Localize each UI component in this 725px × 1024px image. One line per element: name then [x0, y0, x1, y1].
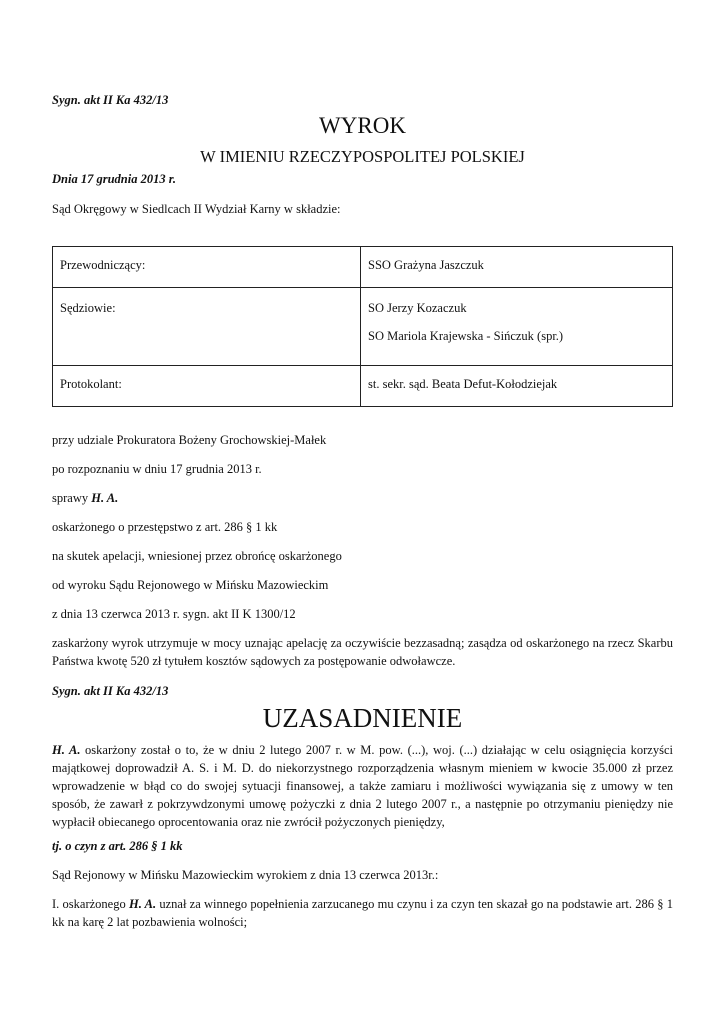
ruling-point-1: [52, 895, 673, 931]
role-cell: Protokolant:: [53, 366, 361, 407]
ruling-paragraph: zaskarżony wyrok utrzymuje w mocy uznając apelację za oczywiście bezzasadną; zasądza od oskarżonego na rzecz Skarbu Państwa kwotę 520 zł tytułem kosztów sądowych za postępowanie odwoławcze.: [52, 636, 673, 668]
charge-line: oskarżonego o przestępstwo z art. 286 § 1 kk: [52, 520, 278, 534]
lower-court-date-line: z dnia 13 czerwca 2013 r. sygn. akt II K 1300/12: [52, 607, 296, 621]
verdict-date: Dnia 17 grudnia 2013 r.: [52, 172, 176, 186]
verdict-subtitle: W IMIENIU RZECZYPOSPOLITEJ POLSKIEJ: [200, 147, 525, 166]
charge-paragraph: [52, 741, 673, 831]
point-text: uznał za winnego popełnienia zarzucanego mu czynu i za czyn ten skazał go na podstawie art. 286 § 1 kk na karę 2 lat pozbawienia wolności;: [52, 897, 673, 929]
table-row: [53, 288, 673, 366]
verdict-title: WYROK: [319, 113, 406, 138]
justification-heading: UZASADNIENIE: [262, 703, 463, 733]
court-composition-table: [52, 246, 673, 407]
lower-court-line: od wyroku Sądu Rejonowego w Mińsku Mazowieckim: [52, 578, 329, 592]
case-signature: Sygn. akt II Ka 432/13: [52, 93, 169, 107]
appeal-line: na skutek apelacji, wniesionej przez obrońcę oskarżonego: [52, 549, 342, 563]
legal-basis-line: tj. o czyn z art. 286 § 1 kk: [52, 839, 183, 853]
role-cell: Sędziowie:: [53, 288, 361, 366]
prosecutor-line: przy udziale Prokuratora Bożeny Grochowskiej-Małek: [52, 433, 327, 447]
name-cell: SSO Grażyna Jaszczuk: [361, 247, 673, 288]
defendant-name: H. A.: [128, 897, 157, 911]
court-intro: Sąd Okręgowy w Siedlcach II Wydział Karny w składzie:: [52, 202, 341, 216]
table-row: [53, 247, 673, 288]
name-cell: st. sekr. sąd. Beata Defut-Kołodziejak: [361, 366, 673, 407]
judge-name: SO Jerzy Kozaczuk: [368, 301, 467, 315]
lower-court-ruling-line: Sąd Rejonowy w Mińsku Mazowieckim wyrokiem z dnia 13 czerwca 2013r.:: [52, 868, 439, 882]
role-cell: Przewodniczący:: [53, 247, 361, 288]
judge-name: SO Mariola Krajewska - Sińczuk (spr.): [368, 329, 564, 343]
defendant-name: H. A.: [52, 743, 81, 757]
case-signature-2: Sygn. akt II Ka 432/13: [52, 684, 169, 698]
point-prefix: I. oskarżonego: [52, 897, 129, 911]
defendant-name: H. A.: [91, 491, 119, 505]
hearing-date-line: po rozpoznaniu w dniu 17 grudnia 2013 r.: [52, 462, 262, 476]
case-prefix: sprawy: [52, 491, 92, 505]
table-row: [53, 366, 673, 407]
charge-text: oskarżony został o to, że w dniu 2 lutego 2007 r. w M. pow. (...), woj. (...) działając w celu osiągnięcia korzyści majątkowej doprowadził A. S. i M. D. do niekorzystnego rozporządzenia własnym mieniem w kwocie 35.000 zł przez wprowadzenie w błąd co do swojej sytuacji finansowej, a także zamiaru i możliwości wywiązania się z umowy w ten sposób, że zawarł z pokrzywdzonymi umowę pożyczki z dnia 2 lutego 2007 r., a następnie po otrzymaniu pieniędzy nie wypłacił obiecanego oprocentowania oraz nie zwrócił pożyczonych pieniędzy,: [52, 743, 673, 829]
case-line: [52, 489, 673, 507]
name-cell: [361, 288, 673, 366]
